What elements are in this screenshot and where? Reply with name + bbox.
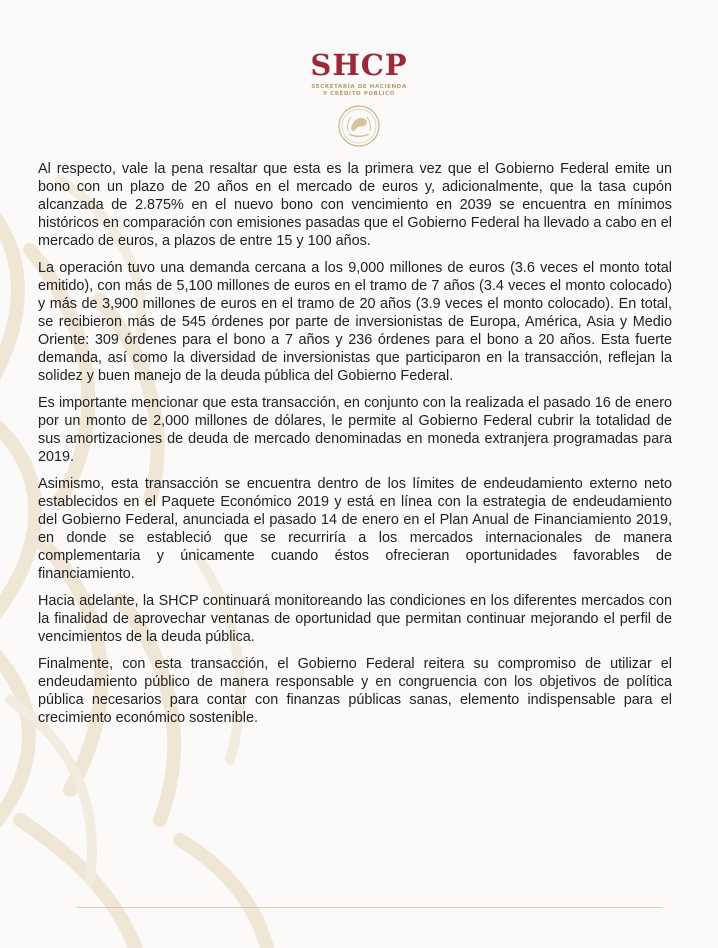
document-body [38,160,672,736]
paragraph-6: Finalmente, con esta transacción, el Gobierno Federal reitera su compromiso de utilizar el endeudamiento público de manera responsable y en congruencia con los objetivos de política pública necesarios para contar con finanzas públicas sanas, elemento indispensable para el crecimiento económico sostenible. [38,656,672,726]
paragraph-1: Al respecto, vale la pena resaltar que esta es la primera vez que el Gobierno Federal emite un bono con un plazo de 20 años en el mercado de euros y, adicionalmente, que la tasa cupón alcanzada de 2.875% en el nuevo bono con vencimiento en 2039 se encuentra en mínimos históricos en comparación con emisiones pasadas que el Gobierno Federal ha llevado a cabo en el mercado de euros, a plazos de entre 15 y 100 años. [38,161,672,249]
shcp-logo-subtitle-line2: Y CRÉDITO PÚBLICO [322,91,396,97]
paragraph-2: La operación tuvo una demanda cercana a los 9,000 millones de euros (3.6 veces el monto total emitido), con más de 5,100 millones de euros en el tramo de 7 años (3.4 veces el monto colocado) y más de 3,900 millones de euros en el tramo de 20 años (3.9 veces el monto colocado). En total, se recibieron más de 545 órdenes por parte de inversionistas de Europa, América, Asia y Medio Oriente: 309 órdenes para el bono a 7 años y 236 órdenes para el bono a 20 años. Esta fuerte demanda, así como la diversidad de inversionistas que participaron en la transacción, reflejan la solidez y buen manejo de la deuda pública del Gobierno Federal. [38,260,672,384]
shcp-logo-subtitle-line1: SECRETARÍA DE HACIENDA [311,84,407,90]
letterhead [0,48,718,148]
paragraph-4: Asimismo, esta transacción se encuentra dentro de los límites de endeudamiento externo neto establecidos en el Paquete Económico 2019 y está en línea con la estrategia de endeudamiento del Gobierno Federal, anunciada el pasado 14 de enero en el Plan Anual de Financiamiento 2019, en donde se estableció que se recurriría a los mercados internacionales de manera complementaria y únicamente cuando éstos ofrecieran oportunidades favorables de financiamiento. [38,476,672,582]
coat-of-arms-seal-icon [337,104,381,148]
footer-divider [76,907,662,908]
paragraph-3: Es importante mencionar que esta transacción, en conjunto con la realizada el pasado 16 de enero por un monto de 2,000 millones de dólares, le permite al Gobierno Federal cubrir la totalidad de sus amortizaciones de deuda de mercado denominadas en moneda extranjera programadas para 2019. [38,395,672,465]
shcp-logo-title: SHCP [310,48,408,82]
paragraph-5: Hacia adelante, la SHCP continuará monitoreando las condiciones en los diferentes mercados con la finalidad de aprovechar ventanas de oportunidad que permitan continuar mejorando el perfil de vencimientos de la deuda pública. [38,593,672,645]
